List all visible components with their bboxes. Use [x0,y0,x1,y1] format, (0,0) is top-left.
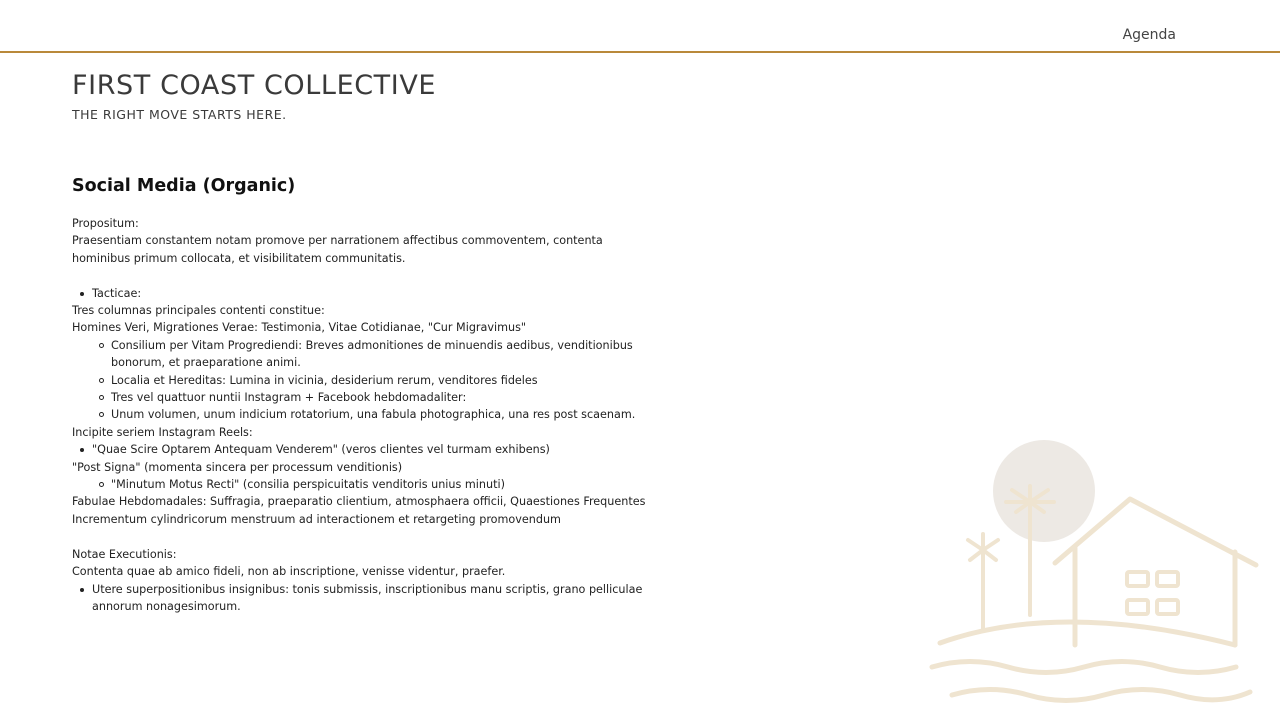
post-signa-item: "Minutum Motus Recti" (consilia perspicuitatis venditoris unius minuti) [72,476,652,493]
notes-item: Utere superpositionibus insignibus: tonis submissis, inscriptionibus manu scriptis, grano pelliculae annorum nonagesimorum. [72,581,652,616]
column-item: Consilium per Vitam Progrediendi: Breves admonitiones de minuendis aedibus, venditionibus bonorum, et praeparatione animi. [72,337,652,372]
agenda-link[interactable]: Agenda [1122,27,1176,43]
columns-intro: Tres columnas principales contenti constitue: [72,304,325,318]
brand-header [72,70,436,122]
column-heading: Homines Veri, Migrationes Verae: Testimonia, Vitae Cotidianae, "Cur Migravimus" [72,321,527,335]
post-signa-list [72,476,652,493]
section-content [72,175,652,615]
spacer [72,267,652,284]
reels-list [72,441,652,458]
reels-item: "Quae Scire Optarem Antequam Venderem" (veros clientes vel turmam exhibens) [72,441,652,458]
notes-list [72,581,652,616]
brand-title: FIRST COAST COLLECTIVE [72,70,437,101]
tacticae-label: Tacticae: [72,285,652,302]
spacer [72,528,652,545]
notes-label: Notae Executionis: [72,547,177,561]
propositum-label: Propositum: [72,217,139,230]
tacticae-list [72,285,652,302]
column-item: Tres vel quattuor nuntii Instagram + Facebook hebdomadaliter: [72,389,652,406]
top-bar [0,0,1280,53]
brand-tagline: THE RIGHT MOVE STARTS HERE. [72,107,287,122]
increment-text: Incrementum cylindricorum menstruum ad interactionem et retargeting promovendum [72,512,561,526]
house-island-palm-sun-icon [920,430,1270,710]
section-heading: Social Media (Organic) [72,176,296,196]
notes-text: Contenta quae ab amico fideli, non ab inscriptione, venisse videntur, praefer. [72,565,506,579]
column-item: Localia et Hereditas: Lumina in vicinia, desiderium rerum, venditores fideles [72,372,652,389]
column-items-list [72,337,652,424]
wave-icon [932,662,1250,701]
post-signa: "Post Signa" (momenta sincera per processum venditionis) [72,460,403,474]
propositum-text: Praesentiam constantem notam promove per narrationem affectibus commoventem, contenta hominibus primum collocata, et visibilitatem communitatis. [72,234,603,265]
reels-intro: Incipite seriem Instagram Reels: [72,425,253,439]
column-item: Unum volumen, unum indicium rotatorium, una fabula photographica, una res post scaenam. [72,406,652,423]
weekly-stories: Fabulae Hebdomadales: Suffragia, praeparatio clientium, atmosphaera officii, Quaestiones Frequentes [72,495,646,509]
window-icon [1127,572,1178,614]
